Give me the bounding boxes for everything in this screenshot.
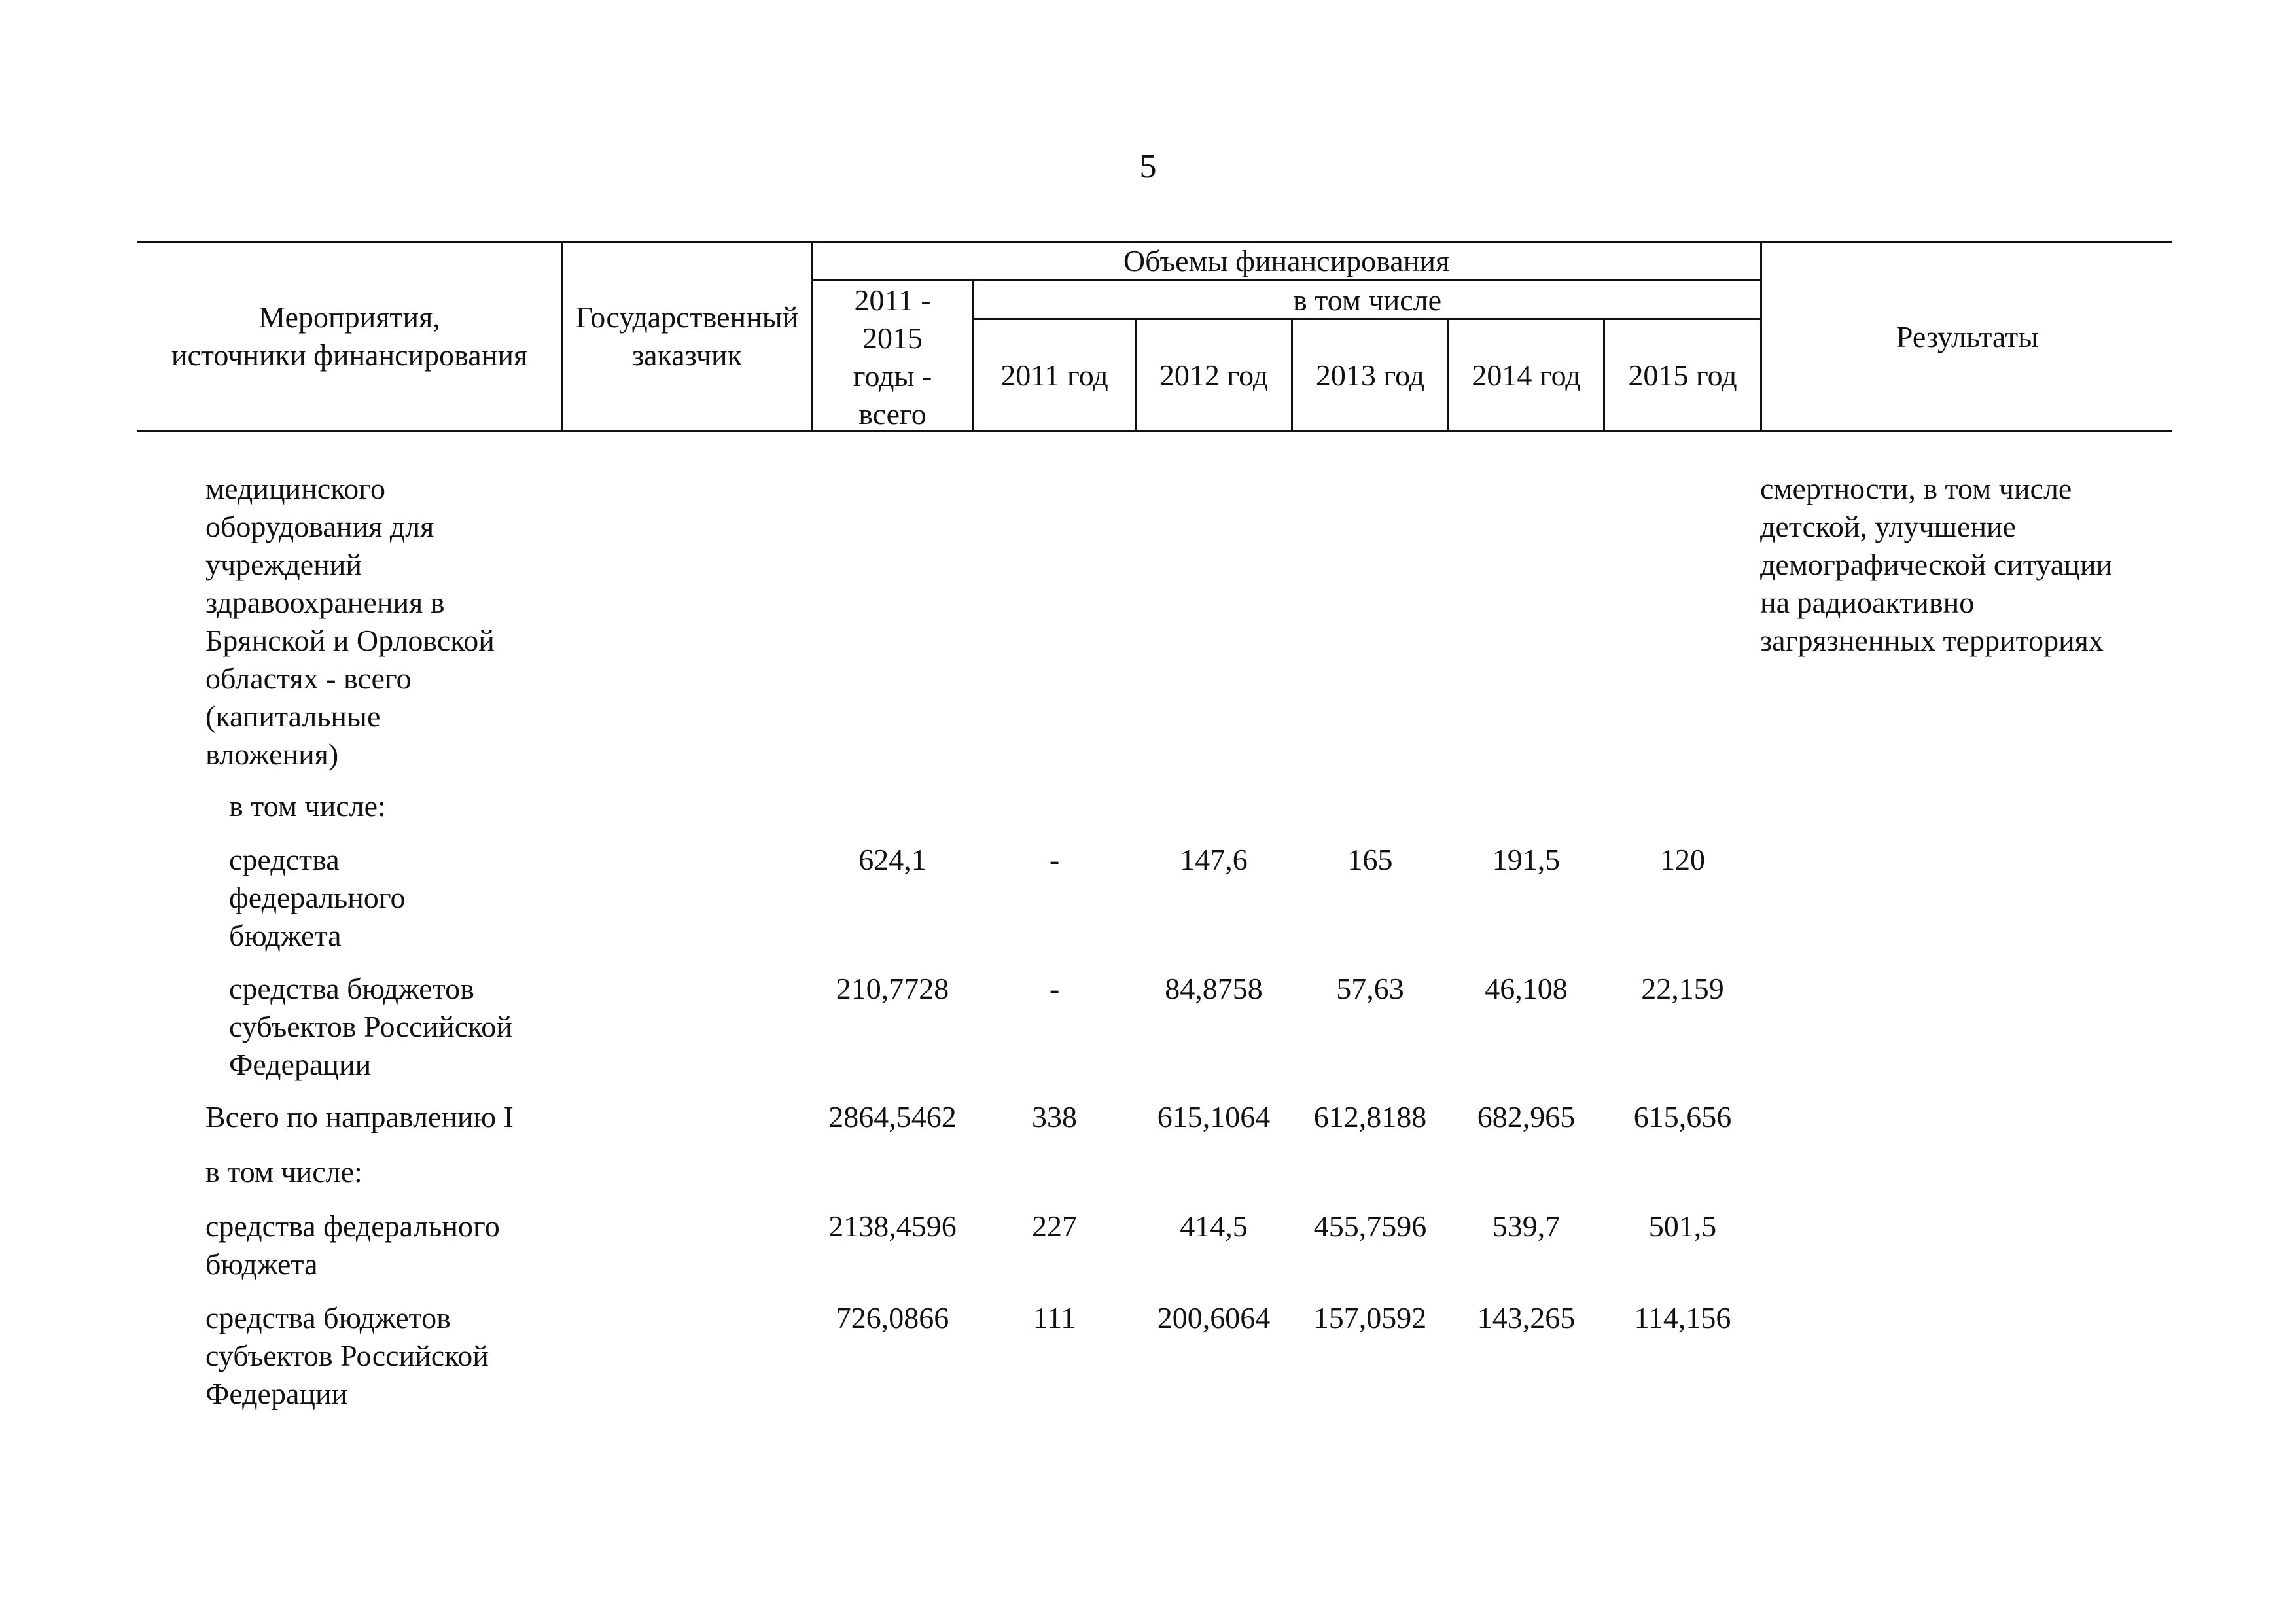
header-funding-group: Объемы финансирования xyxy=(1123,244,1450,277)
row-label: средства федерального бюджета xyxy=(205,1209,500,1281)
header-year-2014: 2014 год xyxy=(1472,359,1581,392)
results-continuation: смертности, в том числе детской, улучшение демографической ситуации на радиоактивно загрязненных территориях xyxy=(1760,472,2113,657)
value-2011: 227 xyxy=(1032,1209,1077,1243)
page-number: 5 xyxy=(1139,148,1157,185)
value-total: 210,7728 xyxy=(836,972,949,1005)
row-label: средства бюджетов субъектов Российской Федерации xyxy=(205,1301,489,1410)
header-bottom-border xyxy=(137,430,2172,432)
value-2014: 191,5 xyxy=(1492,843,1561,876)
value-2015: 120 xyxy=(1660,843,1705,876)
activity-continuation: медицинского оборудования для учреждений здравоохранения в Брянской и Орловской областях - всего (капитальные вложения) xyxy=(205,472,495,771)
value-total: 624,1 xyxy=(858,843,927,876)
row-label: в том числе: xyxy=(229,789,386,823)
value-total: 2864,5462 xyxy=(828,1100,957,1133)
header-year-2015: 2015 год xyxy=(1628,359,1737,392)
value-2014: 682,965 xyxy=(1477,1100,1576,1133)
row-label: средства бюджетов субъектов Российской Федерации xyxy=(229,972,512,1081)
value-2012: 84,8758 xyxy=(1165,972,1263,1005)
row-label: в том числе: xyxy=(205,1155,362,1188)
value-2013: 157,0592 xyxy=(1313,1301,1427,1334)
value-2011: 111 xyxy=(1033,1301,1076,1334)
value-2013: 165 xyxy=(1347,843,1393,876)
value-total: 2138,4596 xyxy=(828,1209,957,1243)
value-2012: 414,5 xyxy=(1180,1209,1248,1243)
row-label: Всего по направлению I xyxy=(205,1100,514,1133)
value-2012: 200,6064 xyxy=(1157,1301,1271,1334)
value-2013: 455,7596 xyxy=(1313,1209,1427,1243)
value-2011: - xyxy=(1049,972,1060,1005)
header-year-2012: 2012 год xyxy=(1159,359,1269,392)
value-2012: 615,1064 xyxy=(1157,1100,1271,1133)
header-year-2011: 2011 год xyxy=(1000,359,1108,392)
value-2015: 114,156 xyxy=(1634,1301,1731,1334)
value-2013: 612,8188 xyxy=(1313,1100,1427,1133)
value-2014: 143,265 xyxy=(1477,1301,1576,1334)
header-results: Результаты xyxy=(1896,320,2039,353)
value-2015: 615,656 xyxy=(1633,1100,1732,1133)
header-year-2013: 2013 год xyxy=(1315,359,1425,392)
header-customer: Государственный заказчик xyxy=(575,300,799,372)
value-2014: 539,7 xyxy=(1492,1209,1561,1243)
header-including: в том числе xyxy=(1293,283,1441,317)
value-2011: - xyxy=(1049,843,1060,876)
value-2012: 147,6 xyxy=(1180,843,1248,876)
header-activities: Мероприятия, источники финансирования xyxy=(171,300,528,372)
header-total: 2011 - 2015 годы - всего xyxy=(853,283,932,431)
value-2015: 22,159 xyxy=(1641,972,1724,1005)
value-2014: 46,108 xyxy=(1485,972,1568,1005)
value-2015: 501,5 xyxy=(1648,1209,1717,1243)
value-total: 726,0866 xyxy=(836,1301,949,1334)
value-2011: 338 xyxy=(1032,1100,1077,1133)
value-2013: 57,63 xyxy=(1336,972,1404,1005)
row-label: средства федерального бюджета xyxy=(229,843,406,952)
